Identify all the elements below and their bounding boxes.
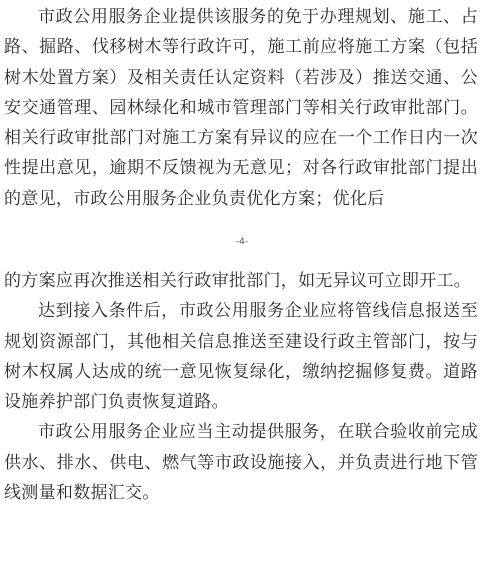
paragraph-connection-conditions: 达到接入条件后，市政公用服务企业应将管线信息报送至规划资源部门，其他相关信息推送至建设行政主管部门，按与树木权属人达成的统一意见恢复绿化，缴纳挖掘修复费。道路设施养护部门负责恢复道路。 bbox=[4, 301, 478, 413]
page-lower-text bbox=[4, 266, 478, 508]
page-number: -4- bbox=[235, 237, 249, 247]
paragraph-proactive-service: 市政公用服务企业应当主动提供服务，在联合验收前完成供水、排水、供电、燃气等市政设施接入，并负责进行地下管线测量和数据汇交。 bbox=[4, 422, 478, 504]
page-upper-text bbox=[4, 2, 478, 214]
paragraph-continuation: 的方案应再次推送相关行政审批部门，如无异议可立即开工。 bbox=[4, 271, 472, 291]
paragraph-approval-exemption: 市政公用服务企业提供该服务的免于办理规划、施工、占路、掘路、伐移树木等行政许可，施工前应将施工方案（包括树木处置方案）及相关责任认定资料（若涉及）推送交通、公安交通管理、园林绿化和城市管理部门等相关行政审批部门。相关行政审批部门对施工方案有异议的应在一个工作日内一次性提出意见，逾期不反馈视为无意见；对各行政审批部门提出的意见，市政公用服务企业负责优化方案；优化后 bbox=[4, 7, 478, 209]
